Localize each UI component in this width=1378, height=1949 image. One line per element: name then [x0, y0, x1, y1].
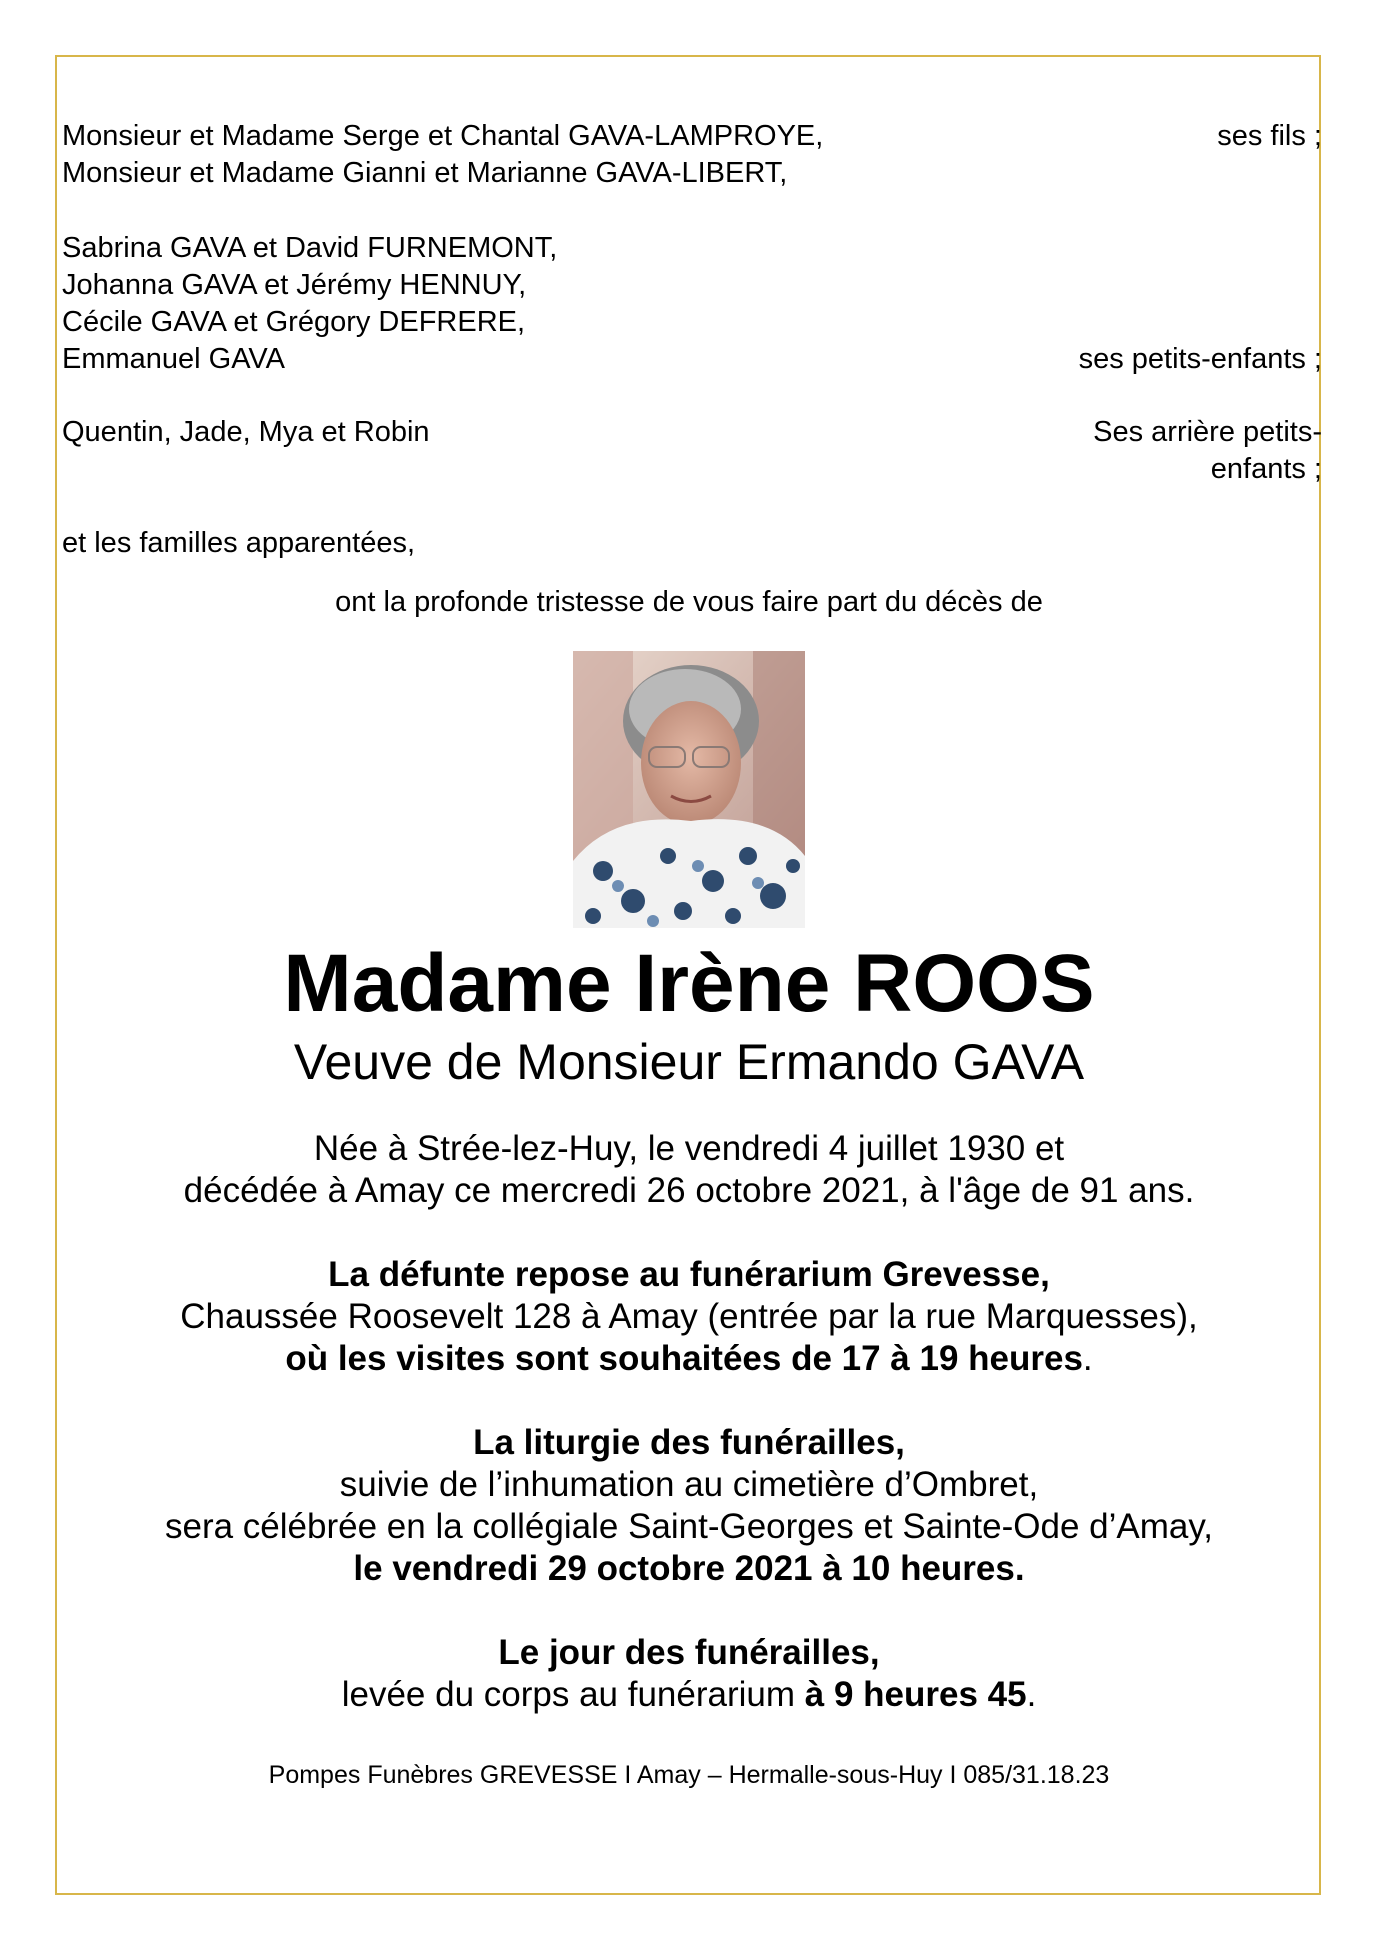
funeral-day-time-start: levée du corps au funérarium — [341, 1675, 805, 1714]
liturgy-heading: La liturgie des funérailles, — [473, 1423, 905, 1462]
liturgy-burial: suivie de l’inhumation au cimetière d’Ombret, — [339, 1465, 1039, 1504]
birth-line: Née à Strée-lez-Huy, le vendredi 4 juillet 1930 et — [313, 1129, 1065, 1168]
funeral-day-time — [54, 1674, 1324, 1716]
sons-section — [62, 118, 1322, 192]
relatives-line: et les familles apparentées, — [62, 527, 416, 559]
visitation-hours-bold: où les visites sont souhaitées de 17 à 19 heures — [285, 1339, 1083, 1378]
grandchildren-label: ses petits-enfants ; — [1078, 343, 1322, 375]
funeral-day-heading: Le jour des funérailles, — [498, 1633, 880, 1672]
great-grandchildren-section — [62, 414, 1322, 488]
portrait-photo — [573, 651, 805, 928]
visitation-hours — [54, 1338, 1324, 1380]
grandchild-line: Emmanuel GAVA — [62, 343, 285, 375]
funeral-home-footer: Pompes Funèbres GREVESSE I Amay – Hermalle-sous-Huy I 085/31.18.23 — [268, 1761, 1110, 1789]
great-grandchildren-label — [1093, 414, 1322, 488]
notice-content — [62, 118, 1322, 1790]
grandchild-line: Johanna GAVA et Jérémy HENNUY, — [62, 269, 527, 301]
liturgy-section — [54, 1422, 1324, 1590]
sons-label: ses fils ; — [1217, 120, 1322, 152]
grandchild-line: Cécile GAVA et Grégory DEFRERE, — [62, 306, 526, 338]
son-line: Monsieur et Madame Serge et Chantal GAVA-LAMPROYE, — [62, 120, 824, 152]
great-grandchildren-label-line2: enfants ; — [1210, 453, 1322, 485]
liturgy-church: sera célébrée en la collégiale Saint-Georges et Sainte-Ode d’Amay, — [165, 1507, 1213, 1546]
funeral-day-time-end: . — [1026, 1675, 1037, 1714]
funeral-day-section — [54, 1632, 1324, 1716]
death-line: décédée à Amay ce mercredi 26 octobre 2021, à l'âge de 91 ans. — [183, 1171, 1195, 1210]
funeral-day-time-bold: à 9 heures 45 — [804, 1675, 1027, 1714]
visitation-heading: La défunte repose au funérarium Grevesse, — [328, 1255, 1050, 1294]
grandchildren-section — [62, 230, 1322, 378]
visitation-address: Chaussée Roosevelt 128 à Amay (entrée par la rue Marquesses), — [180, 1297, 1198, 1336]
grandchild-line: Sabrina GAVA et David FURNEMONT, — [62, 232, 558, 264]
great-grandchildren-label-line1: Ses arrière petits- — [1093, 416, 1322, 448]
announcement-line: ont la profonde tristesse de vous faire part du décès de — [335, 586, 1043, 618]
deceased-name: Madame Irène ROOS — [283, 938, 1095, 1029]
son-line: Monsieur et Madame Gianni et Marianne GAVA-LIBERT, — [62, 157, 788, 189]
birth-death-section — [54, 1128, 1324, 1212]
liturgy-date: le vendredi 29 octobre 2021 à 10 heures. — [353, 1549, 1025, 1588]
visitation-hours-end: . — [1082, 1339, 1093, 1378]
great-grandchildren-names: Quentin, Jade, Mya et Robin — [62, 416, 430, 448]
widow-of-line: Veuve de Monsieur Ermando GAVA — [293, 1034, 1085, 1090]
visitation-section — [54, 1254, 1324, 1380]
